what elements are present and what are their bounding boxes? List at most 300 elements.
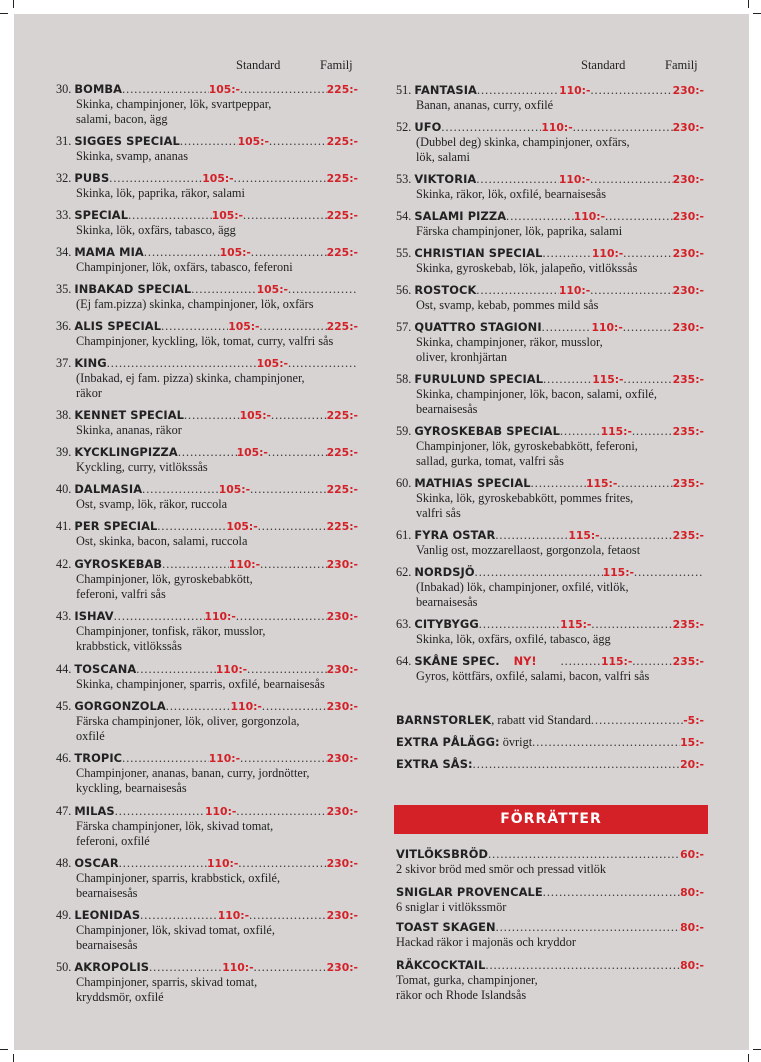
leader-dots — [184, 408, 240, 423]
item-description: Skinka, lök, paprika, räkor, salami — [76, 186, 245, 200]
item-name: TOSCANA — [74, 662, 137, 676]
leader-dots — [590, 283, 672, 298]
leader-dots — [531, 476, 586, 491]
starter-item — [396, 920, 704, 950]
item-number: 30. — [56, 82, 72, 96]
menu-item — [56, 804, 358, 849]
item-name: BOMBA — [74, 82, 123, 96]
item-description: Skinka, champinjoner, lök, bacon, salami, oxfilé, — [416, 387, 657, 401]
item-name: TROPIC — [74, 751, 123, 765]
menu-item-heading — [396, 565, 704, 580]
price-standard: 115:- — [586, 477, 618, 490]
menu-item-heading — [56, 908, 358, 923]
price-familj: 230:- — [326, 857, 358, 870]
leader-dots — [240, 82, 327, 97]
menu-item — [56, 134, 358, 164]
leader-dots — [251, 245, 327, 260]
crop-mark — [753, 13, 761, 14]
leader-dots — [605, 209, 673, 224]
starter-name: RÄKCOCKTAIL — [396, 958, 486, 972]
item-number: 53. — [396, 172, 412, 186]
starter-name: SNIGLAR PROVENCALE — [396, 885, 543, 899]
menu-item — [396, 320, 704, 365]
menu-page — [14, 14, 749, 1050]
menu-item-heading — [56, 856, 358, 871]
leader-dots — [600, 528, 673, 543]
price-standard: 105:- — [236, 446, 268, 459]
leader-dots — [542, 320, 592, 335]
item-name: KING — [74, 356, 107, 370]
starter-name: VITLÖKSBRÖD — [396, 847, 489, 861]
starter-description: Hackad räkor i majonäs och kryddor — [396, 935, 576, 949]
price-standard: 105:- — [228, 320, 260, 333]
price-standard: 110:- — [230, 700, 262, 713]
leader-dots — [590, 172, 672, 187]
item-name: GORGONZOLA — [74, 699, 166, 713]
item-name: ALIS SPECIAL — [74, 319, 162, 333]
menu-item-heading — [56, 319, 358, 334]
starter-description: Tomat, gurka, champinjoner, — [396, 973, 538, 987]
price-familj: 225:- — [326, 135, 358, 148]
item-number: 40. — [56, 482, 72, 496]
price-familj: 230:- — [672, 173, 704, 186]
extra-option — [396, 735, 704, 750]
menu-item-heading — [56, 519, 358, 534]
item-number: 58. — [396, 372, 412, 386]
menu-item-heading — [56, 445, 358, 460]
item-description: räkor — [76, 386, 102, 400]
menu-item-heading — [56, 960, 358, 975]
item-name: FYRA OSTAR — [414, 528, 496, 542]
price-familj: 230:- — [326, 752, 358, 765]
menu-item — [56, 356, 358, 401]
leader-dots — [479, 617, 560, 632]
column-header-familj: Familj — [320, 58, 353, 72]
leader-dots — [191, 282, 256, 297]
menu-item-heading — [56, 751, 358, 766]
leader-dots — [142, 482, 219, 497]
item-name: ROSTOCK — [414, 283, 477, 297]
menu-item-heading — [56, 356, 358, 371]
menu-item — [56, 82, 358, 127]
item-description: feferoni, oxfilé — [76, 834, 150, 848]
price-standard: 110:- — [573, 210, 606, 223]
item-number: 44. — [56, 662, 72, 676]
leader-dots — [624, 372, 673, 387]
price-familj: 235:- — [672, 655, 705, 668]
menu-item-heading — [56, 282, 358, 297]
price-standard: 105:- — [226, 520, 258, 533]
leader-dots — [495, 528, 568, 543]
extra-note: övrigt — [499, 735, 533, 749]
item-name: PUBS — [74, 171, 110, 185]
extra-name: BARNSTORLEK — [396, 713, 492, 727]
item-number: 60. — [396, 476, 412, 490]
item-description: Skinka, champinjoner, räkor, musslor, — [416, 335, 603, 349]
leader-dots — [161, 319, 228, 334]
menu-item — [56, 208, 358, 238]
extra-heading — [396, 735, 704, 750]
item-description: Champinjoner, lök, oxfärs, tabasco, feferoni — [76, 260, 293, 274]
extra-price: 15:- — [680, 736, 704, 749]
extra-name: EXTRA PÅLÄGG: — [396, 735, 500, 749]
menu-item-heading — [56, 245, 358, 260]
leader-dots — [128, 208, 212, 223]
price-standard: 110:- — [215, 663, 248, 676]
item-description: bearnaisesås — [76, 886, 138, 900]
price-familj: 230:- — [326, 610, 358, 623]
price-familj: 230:- — [672, 284, 704, 297]
item-number: 45. — [56, 699, 72, 713]
price-familj: 230:- — [672, 210, 705, 223]
menu-item-heading — [396, 83, 704, 98]
item-number: 57. — [396, 320, 412, 334]
leader-dots — [543, 885, 680, 900]
item-number: 38. — [56, 408, 72, 422]
item-number: 32. — [56, 171, 72, 185]
item-name: QUATTRO STAGIONI — [414, 320, 542, 334]
leader-dots — [254, 960, 327, 975]
menu-item — [56, 960, 358, 1005]
leader-dots — [157, 519, 226, 534]
new-badge: NY! — [513, 654, 537, 668]
leader-dots — [240, 751, 327, 766]
starter-price: 80:- — [680, 886, 704, 899]
menu-item — [56, 908, 358, 953]
item-description: Färska champinjoner, lök, skivad tomat, — [76, 819, 274, 833]
item-number: 33. — [56, 208, 72, 222]
leader-dots — [632, 424, 673, 439]
item-number: 61. — [396, 528, 412, 542]
item-number: 39. — [56, 445, 72, 459]
starter-price: 80:- — [680, 959, 704, 972]
price-standard: 110:- — [222, 961, 254, 974]
menu-item-heading — [396, 476, 704, 491]
item-description: Champinjoner, sparris, krabbstick, oxfilé, — [76, 871, 281, 885]
item-description: Ost, svamp, kebab, pommes mild sås — [416, 298, 599, 312]
price-standard: 115:- — [568, 529, 600, 542]
starter-description: 6 sniglar i vitlökssmör — [396, 900, 507, 914]
starter-item — [396, 885, 704, 915]
menu-item — [56, 482, 358, 512]
item-description: Champinjoner, lök, gyroskebabkött, — [76, 572, 253, 586]
menu-item — [56, 856, 358, 901]
leader-dots — [496, 920, 681, 935]
leader-dots — [234, 171, 327, 186]
price-standard: 105:- — [219, 246, 251, 259]
menu-item — [56, 751, 358, 796]
item-name: FANTASIA — [414, 83, 477, 97]
menu-item-heading — [56, 557, 358, 572]
price-standard: 110:- — [541, 121, 573, 134]
leader-dots — [268, 445, 327, 460]
item-name: KENNET SPECIAL — [74, 408, 184, 422]
item-number: 49. — [56, 908, 72, 922]
crop-mark — [0, 13, 8, 14]
leader-dots — [136, 662, 216, 677]
item-number: 37. — [56, 356, 72, 370]
leader-dots — [288, 282, 358, 297]
starter-name: TOAST SKAGEN — [396, 920, 496, 934]
leader-dots — [260, 557, 327, 572]
item-description: oxfilé — [76, 729, 105, 743]
price-familj: 230:- — [326, 805, 359, 818]
item-number: 50. — [56, 960, 72, 974]
price-standard: 110:- — [207, 857, 239, 870]
menu-item-heading — [56, 408, 358, 423]
price-standard: 110:- — [591, 321, 623, 334]
item-name: ISHAV — [74, 609, 114, 623]
leader-dots — [144, 245, 220, 260]
item-name: PER SPECIAL — [74, 519, 158, 533]
price-familj: 225:- — [326, 320, 358, 333]
leader-dots — [250, 482, 327, 497]
leader-dots — [488, 847, 680, 862]
item-name: CITYBYGG — [414, 617, 479, 631]
item-number: 35. — [56, 282, 72, 296]
item-description: sallad, gurka, tomat, valfri sås — [416, 454, 564, 468]
leader-dots — [476, 283, 558, 298]
price-familj: 230:- — [326, 700, 359, 713]
price-standard: 110:- — [591, 247, 624, 260]
extra-heading — [396, 713, 704, 728]
menu-item — [396, 372, 704, 417]
item-number: 54. — [396, 209, 412, 223]
crop-mark — [13, 1054, 14, 1062]
menu-item-heading — [396, 320, 704, 335]
price-standard: 105:- — [256, 283, 288, 296]
item-name: CHRISTIAN SPECIAL — [414, 246, 543, 260]
leader-dots — [109, 171, 202, 186]
menu-item — [56, 319, 358, 349]
leader-dots — [632, 654, 672, 669]
item-number: 64. — [396, 654, 412, 668]
price-familj: 225:- — [326, 246, 358, 259]
leader-dots — [476, 172, 558, 187]
leader-dots — [166, 699, 231, 714]
price-familj: 230:- — [672, 247, 705, 260]
starter-item — [396, 958, 704, 1003]
item-number: 63. — [396, 617, 412, 631]
leader-dots — [249, 908, 327, 923]
price-familj: 225:- — [326, 409, 359, 422]
price-familj: 225:- — [326, 83, 359, 96]
item-description: Banan, ananas, curry, oxfilé — [416, 98, 554, 112]
menu-item — [396, 283, 704, 313]
menu-item-heading — [396, 424, 704, 439]
starter-price: 60:- — [680, 848, 704, 861]
leader-dots — [114, 609, 205, 624]
leader-dots — [115, 804, 205, 819]
price-familj: 225:- — [326, 446, 358, 459]
leader-dots — [477, 83, 559, 98]
item-description: bearnaisesås — [76, 938, 138, 952]
menu-item-heading — [56, 171, 358, 186]
crop-mark — [13, 0, 14, 8]
item-description: Ost, skinka, bacon, salami, ruccola — [76, 534, 248, 548]
leader-dots — [561, 654, 601, 669]
item-description: Skinka, lök, gyroskebabkött, pommes frites, — [416, 491, 634, 505]
price-familj: 235:- — [672, 618, 705, 631]
leader-dots — [178, 445, 237, 460]
price-standard: 105:- — [202, 172, 234, 185]
item-number: 46. — [56, 751, 72, 765]
menu-item — [56, 699, 358, 744]
starter-heading — [396, 885, 704, 900]
item-description: lök, salami — [416, 150, 470, 164]
menu-item — [396, 617, 704, 647]
item-description: Champinjoner, ananas, banan, curry, jordnötter, — [76, 766, 310, 780]
item-number: 43. — [56, 609, 72, 623]
item-name: UFO — [414, 120, 442, 134]
item-name: VIKTORIA — [414, 172, 477, 186]
leader-dots — [591, 617, 672, 632]
leader-dots — [258, 519, 327, 534]
menu-item — [56, 171, 358, 201]
extra-name: EXTRA SÅS: — [396, 757, 473, 771]
price-standard: 110:- — [204, 610, 236, 623]
item-number: 51. — [396, 83, 412, 97]
leader-dots — [260, 319, 327, 334]
leader-dots — [506, 209, 574, 224]
item-name: KYCKLINGPIZZA — [74, 445, 178, 459]
leader-dots — [149, 960, 222, 975]
price-standard: 105:- — [256, 357, 288, 370]
price-familj: 225:- — [326, 172, 359, 185]
item-number: 34. — [56, 245, 72, 259]
item-number: 59. — [396, 424, 412, 438]
extra-option — [396, 757, 704, 772]
item-name: SKÅNE SPEC. — [414, 654, 500, 668]
starter-heading — [396, 958, 704, 973]
item-name: DALMASIA — [74, 482, 143, 496]
price-standard: 115:- — [600, 425, 632, 438]
item-name: OSCAR — [74, 856, 119, 870]
starter-heading — [396, 847, 704, 862]
menu-item — [56, 662, 358, 692]
price-standard: 110:- — [228, 558, 261, 571]
item-name: AKROPOLIS — [74, 960, 150, 974]
menu-item — [396, 209, 704, 239]
crop-mark — [0, 1049, 8, 1050]
item-description: (Ej fam.pizza) skinka, champinjoner, lök, oxfärs — [76, 297, 314, 311]
item-description: Champinjoner, kyckling, lök, tomat, curry, valfri sås — [76, 334, 334, 348]
price-standard: 105:- — [237, 135, 269, 148]
price-standard: 115:- — [560, 618, 592, 631]
item-description: Skinka, gyroskebab, lök, jalapeño, vitlökssås — [416, 261, 638, 275]
crop-mark — [753, 1049, 761, 1050]
extra-price: 20:- — [680, 758, 704, 771]
starters-banner: FÖRRÄTTER — [394, 805, 708, 834]
item-description: feferoni, valfri sås — [76, 587, 166, 601]
menu-item — [56, 519, 358, 549]
price-familj: 235:- — [672, 425, 704, 438]
item-description: Champinjoner, sparris, skivad tomat, — [76, 975, 258, 989]
column-header-standard: Standard — [581, 58, 626, 72]
menu-item-heading — [396, 120, 704, 135]
item-description: Skinka, lök, oxfärs, tabasco, ägg — [76, 223, 236, 237]
menu-item — [396, 246, 704, 276]
starter-price: 80:- — [680, 921, 704, 934]
menu-item-heading — [56, 609, 358, 624]
leader-dots — [243, 208, 327, 223]
item-description: Skinka, svamp, ananas — [76, 149, 189, 163]
item-description: kryddsmör, oxfilé — [76, 990, 164, 1004]
price-familj: 230:- — [326, 558, 359, 571]
leader-dots — [238, 856, 326, 871]
leader-dots — [288, 356, 358, 371]
menu-item — [56, 557, 358, 602]
item-description: Skinka, lök, oxfärs, oxfilé, tabasco, ägg — [416, 632, 611, 646]
price-familj: 230:- — [326, 663, 359, 676]
price-standard: 105:- — [211, 209, 244, 222]
price-standard: 105:- — [218, 483, 251, 496]
item-name: MILAS — [74, 804, 115, 818]
leader-dots — [262, 699, 327, 714]
starter-heading — [396, 920, 704, 935]
leader-dots — [590, 83, 672, 98]
price-familj: 235:- — [672, 477, 705, 490]
item-description: oliver, kronhjärtan — [416, 350, 508, 364]
price-standard: 105:- — [208, 83, 241, 96]
item-description: Vanlig ost, mozzarellaost, gorgonzola, fetaost — [416, 543, 641, 557]
item-name: NORDSJÖ — [414, 565, 475, 579]
menu-item — [396, 565, 704, 610]
item-description: (Dubbel deg) skinka, champinjoner, oxfärs, — [416, 135, 630, 149]
item-description: Champinjoner, lök, skivad tomat, oxfilé, — [76, 923, 275, 937]
item-name: FURULUND SPECIAL — [414, 372, 544, 386]
menu-item-heading — [56, 699, 358, 714]
price-standard: 110:- — [558, 173, 591, 186]
menu-item-heading — [56, 804, 358, 819]
leader-dots — [122, 751, 209, 766]
item-description: Skinka, ananas, räkor — [76, 423, 182, 437]
item-description: salami, bacon, ägg — [76, 112, 168, 126]
menu-item-heading — [396, 654, 704, 669]
menu-item — [56, 245, 358, 275]
price-familj: 230:- — [672, 321, 704, 334]
item-name: GYROSKEBAB SPECIAL — [414, 424, 560, 438]
item-name: SALAMI PIZZA — [414, 209, 507, 223]
menu-item — [396, 424, 704, 469]
item-description: Ost, svamp, lök, räkor, ruccola — [76, 497, 228, 511]
menu-item — [396, 172, 704, 202]
item-description: (Inbakad) lök, champinjoner, oxfilé, vitlök, — [416, 580, 629, 594]
price-standard: 110:- — [217, 909, 250, 922]
item-description: Champinjoner, tonfisk, räkor, musslor, — [76, 624, 266, 638]
item-name: GYROSKEBAB — [74, 557, 163, 571]
item-description: Champinjoner, lök, gyroskebabkött, feferoni, — [416, 439, 638, 453]
leader-dots — [634, 565, 704, 580]
leader-dots — [119, 856, 207, 871]
price-standard: 110:- — [208, 752, 241, 765]
item-name: SPECIAL — [74, 208, 129, 222]
menu-item-heading — [396, 617, 704, 632]
menu-item — [396, 120, 704, 165]
leader-dots — [543, 246, 592, 261]
item-description: valfri sås — [416, 506, 461, 520]
leader-dots — [591, 713, 683, 728]
item-number: 47. — [56, 804, 72, 818]
item-description: krabbstick, vitlökssås — [76, 639, 182, 653]
leader-dots — [236, 804, 326, 819]
price-standard: 110:- — [558, 284, 591, 297]
price-familj: 230:- — [672, 84, 704, 97]
leader-dots — [441, 120, 541, 135]
price-familj: 230:- — [326, 961, 359, 974]
leader-dots — [617, 476, 672, 491]
item-name: MATHIAS SPECIAL — [414, 476, 531, 490]
